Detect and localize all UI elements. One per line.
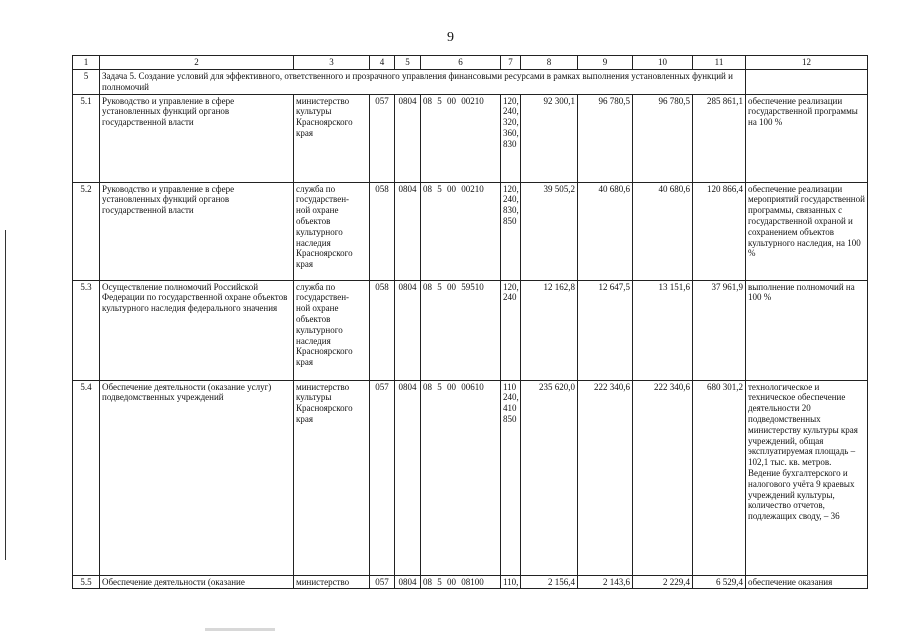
year3-amount: 2 229,4	[633, 575, 693, 589]
csr-code: 08 5 00 00210	[421, 94, 501, 182]
column-number-header: 1	[73, 56, 100, 70]
csr-code: 08 5 00 00610	[421, 380, 501, 575]
table-row	[73, 380, 868, 575]
column-number-header: 9	[578, 56, 633, 70]
year3-amount: 222 340,6	[633, 380, 693, 575]
table-row	[73, 575, 868, 589]
column-number-header: 3	[294, 56, 370, 70]
year1-amount: 92 300,1	[521, 94, 578, 182]
rzpr-code: 0804	[395, 575, 421, 589]
grbs-code: 058	[370, 280, 395, 380]
table-row	[73, 94, 868, 182]
column-number-header: 10	[633, 56, 693, 70]
measure-name: Осуществление полномочий Российской Федерации по государственной охране объектов культурного наследия федерального значения	[100, 280, 294, 380]
rzpr-code: 0804	[395, 380, 421, 575]
vr-codes: 120, 240, 830, 850	[501, 182, 521, 280]
csr-code: 08 5 00 00210	[421, 182, 501, 280]
year1-amount: 2 156,4	[521, 575, 578, 589]
expected-result: выполнение полномочий на 100 %	[746, 280, 868, 380]
task-number: 5	[73, 70, 100, 95]
vr-codes: 110 240, 410 850	[501, 380, 521, 575]
total-amount: 6 529,4	[693, 575, 746, 589]
total-amount: 680 301,2	[693, 380, 746, 575]
vr-codes: 120, 240	[501, 280, 521, 380]
row-number: 5.5	[73, 575, 100, 589]
year2-amount: 2 143,6	[578, 575, 633, 589]
year1-amount: 235 620,0	[521, 380, 578, 575]
binding-margin-line	[5, 230, 6, 560]
expected-result: обеспечение реализации государственной программы на 100 %	[746, 94, 868, 182]
page-number: 9	[447, 30, 454, 45]
table-row	[73, 280, 868, 380]
task-title: Задача 5. Создание условий для эффективного, ответственного и прозрачного управления финансовыми ресурсами в рамках выполнения установленных функций и полномочий	[100, 70, 746, 95]
executor: служба по государствен- ной охране объектов культурного наследия Красноярского края	[294, 280, 370, 380]
measure-name: Обеспечение деятельности (оказание услуг) подведомственных учреждений	[100, 380, 294, 575]
executor: министерство	[294, 575, 370, 589]
total-amount: 37 961,9	[693, 280, 746, 380]
column-number-header: 11	[693, 56, 746, 70]
year1-amount: 39 505,2	[521, 182, 578, 280]
column-number-header: 4	[370, 56, 395, 70]
executor: министерство культуры Красноярского края	[294, 94, 370, 182]
year1-amount: 12 162,8	[521, 280, 578, 380]
table-row	[73, 182, 868, 280]
executor: служба по государствен- ной охране объектов культурного наследия Красноярского края	[294, 182, 370, 280]
row-number: 5.1	[73, 94, 100, 182]
column-number-header-row	[73, 56, 868, 70]
column-number-header: 6	[421, 56, 501, 70]
measure-name: Руководство и управление в сфере установленных функций органов государственной власти	[100, 182, 294, 280]
year2-amount: 12 647,5	[578, 280, 633, 380]
column-number-header: 12	[746, 56, 868, 70]
year2-amount: 96 780,5	[578, 94, 633, 182]
row-number: 5.3	[73, 280, 100, 380]
year3-amount: 13 151,6	[633, 280, 693, 380]
total-amount: 120 866,4	[693, 182, 746, 280]
column-number-header: 2	[100, 56, 294, 70]
expected-result: технологическое и техническое обеспечение деятельности 20 подведомственных министерству культуры края учреждений, общая эксплуатируемая площадь – 102,1 тыс. кв. метров. Ведение бухгалтерского и налогового учёта 9 краевых учреждений культуры, количество отчетов, подлежащих своду, – 36	[746, 380, 868, 575]
program-measures-table	[72, 55, 868, 589]
vr-codes: 120, 240, 320, 360, 830	[501, 94, 521, 182]
csr-code: 08 5 00 08100	[421, 575, 501, 589]
year3-amount: 40 680,6	[633, 182, 693, 280]
column-number-header: 7	[501, 56, 521, 70]
grbs-code: 058	[370, 182, 395, 280]
task-row	[73, 70, 868, 95]
row-number: 5.2	[73, 182, 100, 280]
measure-name: Руководство и управление в сфере установленных функций органов государственной власти	[100, 94, 294, 182]
grbs-code: 057	[370, 94, 395, 182]
year2-amount: 222 340,6	[578, 380, 633, 575]
expected-result: обеспечение оказания	[746, 575, 868, 589]
executor: министерство культуры Красноярского края	[294, 380, 370, 575]
total-amount: 285 861,1	[693, 94, 746, 182]
grbs-code: 057	[370, 380, 395, 575]
rzpr-code: 0804	[395, 280, 421, 380]
grbs-code: 057	[370, 575, 395, 589]
measure-name: Обеспечение деятельности (оказание	[100, 575, 294, 589]
rzpr-code: 0804	[395, 182, 421, 280]
column-number-header: 5	[395, 56, 421, 70]
rzpr-code: 0804	[395, 94, 421, 182]
row-number: 5.4	[73, 380, 100, 575]
scan-artifact	[205, 628, 275, 631]
column-number-header: 8	[521, 56, 578, 70]
vr-codes: 110,	[501, 575, 521, 589]
empty-cell	[746, 70, 868, 95]
year2-amount: 40 680,6	[578, 182, 633, 280]
csr-code: 08 5 00 59510	[421, 280, 501, 380]
expected-result: обеспечение реализации мероприятий государственной программы, связанных с государственной охраной и сохранением объектов культурного наследия, на 100 %	[746, 182, 868, 280]
year3-amount: 96 780,5	[633, 94, 693, 182]
